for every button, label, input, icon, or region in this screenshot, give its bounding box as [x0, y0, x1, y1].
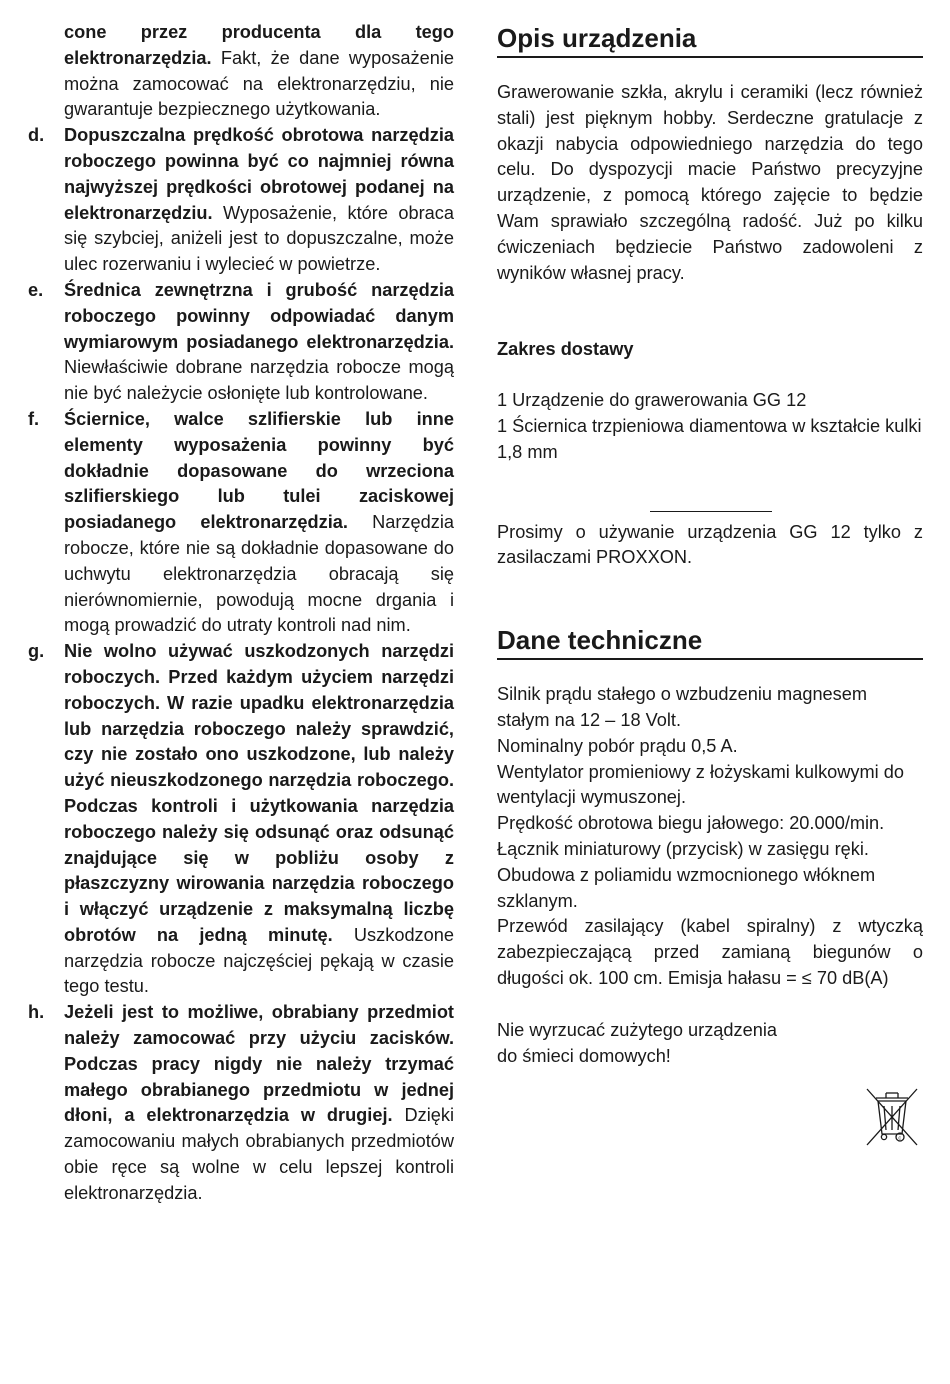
list-item-h [28, 1000, 454, 1206]
list-item-normal-text: Dzięki zamocowaniu małych obrabianych przedmiotów obie ręce są wolne w celu lepszej kontroli elektronarzędzia. [64, 1105, 454, 1203]
list-item-bold-text: Dopuszczalna prędkość obrotowa narzędzia roboczego powinna być co najmniej równa najwyższej prędkości obrotowej podanej na elektronarzędziu. [64, 125, 454, 223]
tech-spec-line: Przewód zasilający (kabel spiralny) z wtyczką zabezpieczającą przed zamianą biegunów o długości ok. 100 cm. Emisja hałasu = ≤ 70 dB(A) [497, 916, 923, 988]
intro-bold-text: cone przez producenta dla tego elektronarzędzia. [64, 22, 454, 68]
left-column [28, 20, 454, 1207]
list-item-normal-text: Niewłaściwie dobrane narzędzia robocze mogą nie być należycie osłonięte lub kontrolowane. [64, 357, 454, 404]
delivery-heading: Zakres dostawy [497, 339, 634, 360]
heading-underline [497, 658, 923, 660]
svg-text:c: c [898, 1135, 902, 1142]
tech-spec-line: Wentylator promieniowy z łożyskami kulkowymi do wentylacji wymuszonej. [497, 761, 904, 808]
disposal-note: Nie wyrzucać zużytego urządzenia [497, 1019, 778, 1040]
list-item-f [28, 407, 454, 639]
list-item-letter: h. [28, 1002, 45, 1023]
crossed-out-wheelie-bin-icon [864, 1086, 920, 1148]
list-item-text [64, 407, 454, 639]
list-item-bold-text: Nie wolno używać uszkodzonych narzędzi roboczych. Przed każdym użyciem narzędzi roboczych. W razie upadku elektronarzędzia lub narzędzia roboczego należy sprawdzić, czy nie zostało ono uszkodzone, lub należy użyć nieuszkodzonego narzędzia roboczego. Podczas kontroli i użytkowania narzędzia roboczego należy się odsunąć oraz odsunąć znajdujące się w pobliżu osoby z płaszczyzny wirowania narzędzia roboczego i włączyć urządzenie z maksymalną liczbę obrotów na jedną minutę. [64, 641, 454, 945]
intro-paragraph [28, 20, 454, 123]
tech-spec-line: Obudowa z poliamidu wzmocnionego włóknem szklanym. [497, 864, 876, 911]
list-item-letter: e. [28, 279, 44, 300]
description-paragraph: Grawerowanie szkła, akrylu i ceramiki (lecz również stali) jest pięknym hobby. Serdeczne gratulacje z okazji nabycia odpowiedniego narzędzia do tego celu. Do dyspozycji macie Państwo precyzyjne urządzenie, z pomocą którego zajęcie to będzie Wam sprawiało szczególną radość. Już po kilku ćwiczeniach będziecie Państwo zadowoleni z wyników własnej pracy. [497, 82, 923, 283]
list-item-normal-text: Uszkodzone narzędzia robocze najczęściej pękają w czasie tego testu. [64, 924, 455, 997]
technical-heading: Dane techniczne [497, 625, 703, 656]
list-item-letter: g. [28, 641, 45, 662]
list-item-letter: f. [28, 408, 40, 429]
tech-spec-line: Prędkość obrotowa biegu jałowego: 20.000/min. [497, 813, 885, 834]
list-item-e [28, 278, 454, 407]
heading-underline [497, 56, 923, 58]
list-item-normal-text: Wyposażenie, które obraca się szybciej, aniżeli jest to dopuszczalne, może ulec rozerwaniu i wylecieć w powietrze. [64, 202, 454, 275]
list-item-g [28, 639, 454, 1000]
list-item-bold-text: Ściernice, walce szlifierskie lub inne elementy wyposażenia powinny być dokładnie dopasowane do wrzeciona szlifierskiego lub tulei zaciskowej posiadanego elektronarzędzia. [64, 408, 454, 533]
power-supply-note: Prosimy o używanie urządzenia GG 12 tylko z zasilaczami PROXXON. [497, 521, 923, 568]
list-item-text [64, 123, 454, 278]
tech-spec-line: Łącznik miniaturowy (przycisk) w zasięgu ręki. [497, 838, 869, 859]
list-item-d [28, 123, 454, 278]
delivery-line: 1 Urządzenie do grawerowania GG 12 [497, 390, 807, 411]
list-item-letter: d. [28, 125, 45, 146]
description-heading: Opis urządzenia [497, 23, 697, 53]
right-column [497, 20, 923, 1069]
list-item-text [64, 639, 454, 1000]
disposal-note: do śmieci domowych! [497, 1045, 671, 1066]
list-item-text [64, 278, 454, 407]
tech-spec-line: Nominalny pobór prądu 0,5 A. [497, 735, 738, 756]
list-item-text [64, 1000, 454, 1206]
list-item-bold-text: Średnica zewnętrzna i grubość narzędzia roboczego powinny odpowiadać danym wymiarowym posiadanego elektronarzędzia. [64, 279, 454, 352]
tech-spec-line: Silnik prądu stałego o wzbudzeniu magnesem stałym na 12 – 18 Volt. [497, 684, 868, 730]
list-item-bold-text: Jeżeli jest to możliwe, obrabiany przedmiot należy zamocować przy użyciu zacisków. Podczas pracy nigdy nie należy trzymać małego obrabianego przedmiotu w jednej dłoni, a elektronarzędzia w drugiej. [64, 1002, 454, 1126]
list-item-normal-text: Narzędzia robocze, które nie są dokładnie dopasowane do uchwytu elektronarzędzia obracają się nierównomiernie, powodują mocne drgania i mogą prowadzić do utraty kontroli nad nim. [64, 512, 454, 636]
intro-normal-text: Fakt, że dane wyposażenie można zamocować na elektronarzędziu, nie gwarantuje bezpiecznego użytkowania. [64, 47, 454, 120]
delivery-line: 1 Ściernica trzpieniowa diamentowa w kształcie kulki 1,8 mm [497, 415, 922, 462]
separator-line [650, 511, 772, 512]
